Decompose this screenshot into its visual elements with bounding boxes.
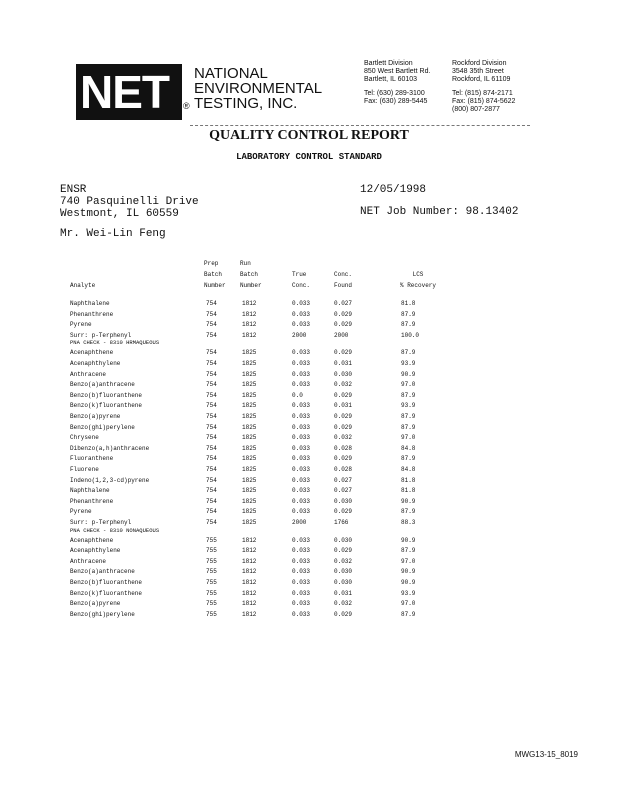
cell-true: 0.033 — [292, 557, 311, 565]
cell-analyte: Pyrene — [70, 321, 92, 329]
cell-rec: 87.9 — [401, 508, 416, 516]
cell-prep: 755 — [206, 610, 217, 618]
cell-found: 0.032 — [334, 600, 353, 608]
cell-rec: 90.9 — [401, 497, 416, 505]
contact-name: Mr. Wei-Lin Feng — [60, 228, 166, 240]
table-row — [0, 423, 618, 433]
cell-true: 2000 — [292, 331, 307, 339]
cell-run: 1812 — [242, 321, 257, 329]
table-row — [0, 433, 618, 443]
cell-analyte: Pyrene — [70, 508, 92, 516]
cell-rec: 90.9 — [401, 568, 416, 576]
cell-rec: 88.3 — [401, 519, 416, 526]
cell-rec: 90.9 — [401, 370, 416, 378]
table-row — [0, 370, 618, 380]
cell-run: 1825 — [242, 476, 257, 484]
col-run-batch: Run Batch Number — [240, 260, 262, 289]
cell-rec: 81.8 — [401, 487, 416, 495]
cell-analyte: Acenaphthene — [70, 536, 114, 544]
cell-analyte: Naphthalene — [70, 300, 110, 307]
cell-run: 1825 — [242, 413, 257, 420]
cell-found: 0.030 — [334, 579, 353, 586]
cell-true: 0.033 — [292, 579, 311, 586]
cell-run: 1825 — [242, 381, 257, 389]
cell-rec: 93.9 — [401, 360, 416, 367]
cell-prep: 754 — [206, 487, 217, 495]
section-label: PNA CHECK - 8310 NONAQUEOUS — [70, 526, 160, 534]
cell-analyte: Benzo(ghi)perylene — [70, 610, 135, 618]
cell-run: 1825 — [242, 434, 257, 442]
cell-true: 0.033 — [292, 349, 311, 357]
cell-rec: 87.9 — [401, 455, 416, 463]
cell-analyte: Anthracene — [70, 370, 107, 378]
cell-analyte: Benzo(a)anthracene — [70, 381, 135, 389]
cell-true: 0.033 — [292, 508, 311, 516]
cell-found: 0.032 — [334, 557, 353, 565]
cell-rec: 90.9 — [401, 536, 416, 544]
cell-prep: 755 — [206, 589, 217, 597]
table-row — [0, 401, 618, 411]
cell-prep: 754 — [206, 321, 217, 329]
job-number-value: 98.13402 — [465, 206, 519, 218]
cell-run: 1812 — [242, 600, 257, 608]
cell-analyte: Surr: p-Terphenyl — [70, 331, 132, 339]
cell-prep: 754 — [206, 310, 217, 318]
cell-prep: 754 — [206, 413, 217, 420]
cell-found: 0.029 — [334, 423, 353, 431]
cell-run: 1812 — [242, 579, 257, 586]
cell-true: 0.033 — [292, 310, 311, 318]
table-row — [0, 465, 618, 475]
cell-prep: 754 — [206, 300, 217, 307]
cell-run: 1812 — [242, 547, 257, 555]
cell-run: 1825 — [242, 466, 257, 473]
cell-rec: 87.9 — [401, 321, 416, 329]
table-row — [0, 380, 618, 390]
cell-rec: 87.9 — [401, 413, 416, 420]
cell-run: 1825 — [242, 349, 257, 357]
cell-rec: 87.9 — [401, 547, 416, 555]
table-row — [0, 589, 618, 599]
cell-true: 0.033 — [292, 455, 311, 463]
cell-analyte: Dibenzo(a,h)anthracene — [70, 444, 150, 452]
table-row — [0, 578, 618, 588]
cell-analyte: Benzo(a)pyrene — [70, 600, 121, 608]
organization-name: NATIONAL ENVIRONMENTAL TESTING, INC. — [194, 65, 323, 112]
cell-true: 0.033 — [292, 600, 311, 608]
cell-true: 0.033 — [292, 487, 311, 495]
cell-rec: 100.0 — [401, 331, 420, 339]
col-prep-batch: Prep Batch Number — [204, 260, 226, 289]
cell-analyte: Benzo(a)anthracene — [70, 568, 135, 576]
cell-analyte: Acenaphthylene — [70, 547, 121, 555]
cell-true: 0.033 — [292, 497, 311, 505]
cell-rec: 93.9 — [401, 402, 416, 410]
cell-rec: 87.9 — [401, 310, 416, 318]
cell-analyte: Phenanthrene — [70, 497, 114, 505]
cell-prep: 755 — [206, 557, 217, 565]
cell-run: 1825 — [242, 444, 257, 452]
cell-true: 0.0 — [292, 391, 303, 399]
cell-run: 1812 — [242, 310, 257, 318]
cell-prep: 754 — [206, 331, 217, 339]
cell-run: 1812 — [242, 589, 257, 597]
table-row — [0, 348, 618, 358]
job-number-label: NET Job Number: — [360, 206, 460, 218]
col-recovery: LCS % Recovery — [400, 271, 437, 289]
cell-true: 0.033 — [292, 413, 311, 420]
cell-found: 0.032 — [334, 434, 353, 442]
col-analyte: Analyte — [70, 282, 96, 289]
table-row — [0, 507, 618, 517]
cell-run: 1825 — [242, 370, 257, 378]
cell-run: 1812 — [242, 557, 257, 565]
cell-rec: 87.9 — [401, 423, 416, 431]
cell-prep: 755 — [206, 547, 217, 555]
table-row — [0, 557, 618, 567]
table-row — [0, 536, 618, 546]
cell-run: 1812 — [242, 300, 257, 307]
cell-analyte: Phenanthrene — [70, 310, 114, 318]
cell-found: 1766 — [334, 519, 349, 526]
cell-found: 0.030 — [334, 568, 353, 576]
cell-prep: 754 — [206, 519, 217, 526]
cell-found: 0.027 — [334, 487, 353, 495]
cell-found: 0.029 — [334, 321, 353, 329]
table-row — [0, 359, 618, 369]
cell-rec: 84.8 — [401, 444, 416, 452]
cell-rec: 97.0 — [401, 557, 416, 565]
cell-true: 0.033 — [292, 466, 311, 473]
cell-true: 0.033 — [292, 610, 311, 618]
cell-prep: 754 — [206, 444, 217, 452]
cell-prep: 754 — [206, 434, 217, 442]
cell-analyte: Benzo(k)fluoranthene — [70, 402, 143, 410]
cell-found: 0.029 — [334, 610, 353, 618]
cell-run: 1812 — [242, 331, 257, 339]
header-divider — [190, 125, 530, 127]
cell-found: 0.031 — [334, 360, 353, 367]
cell-analyte: Benzo(k)fluoranthene — [70, 589, 143, 597]
cell-prep: 754 — [206, 391, 217, 399]
cell-found: 0.030 — [334, 497, 353, 505]
cell-prep: 755 — [206, 536, 217, 544]
cell-analyte: Benzo(b)fluoranthene — [70, 579, 143, 586]
col-conc-found: Conc. Found — [334, 271, 353, 289]
cell-found: 0.030 — [334, 536, 353, 544]
cell-analyte: Chrysene — [70, 434, 99, 442]
cell-run: 1825 — [242, 487, 257, 495]
report-date: 12/05/1998 — [360, 184, 427, 196]
cell-found: 0.031 — [334, 589, 353, 597]
cell-true: 0.033 — [292, 434, 311, 442]
cell-analyte: Benzo(ghi)perylene — [70, 423, 135, 431]
cell-prep: 754 — [206, 455, 217, 463]
cell-prep: 755 — [206, 600, 217, 608]
table-row — [0, 454, 618, 464]
table-row — [0, 599, 618, 609]
cell-found: 0.027 — [334, 476, 353, 484]
cell-prep: 754 — [206, 370, 217, 378]
cell-analyte: Anthracene — [70, 557, 107, 565]
cell-found: 0.032 — [334, 381, 353, 389]
cell-run: 1812 — [242, 536, 257, 544]
cell-analyte: Acenaphthene — [70, 349, 114, 357]
cell-rec: 90.9 — [401, 579, 416, 586]
cell-found: 0.031 — [334, 402, 353, 410]
registered-mark: ® — [183, 101, 190, 111]
cell-found: 0.029 — [334, 349, 353, 357]
cell-rec: 97.0 — [401, 434, 416, 442]
section-label: PNA CHECK - 8310 HRMAQUEOUS — [70, 339, 160, 347]
rockford-division-address: Rockford Division 3548 35th Street Rockford, IL 61109 Tel: (815) 874-2171 Fax: (815) 874-5622 (800) 807-2877 — [452, 60, 516, 113]
cell-run: 1825 — [242, 360, 257, 367]
cell-rec: 81.8 — [401, 476, 416, 484]
cell-true: 0.033 — [292, 360, 311, 367]
cell-rec: 87.9 — [401, 610, 416, 618]
cell-run: 1812 — [242, 610, 257, 618]
cell-rec: 87.9 — [401, 391, 416, 399]
cell-rec: 97.0 — [401, 600, 416, 608]
cell-prep: 754 — [206, 402, 217, 410]
cell-found: 0.029 — [334, 310, 353, 318]
cell-true: 2000 — [292, 519, 307, 526]
report-title: QUALITY CONTROL REPORT — [209, 128, 409, 143]
cell-prep: 754 — [206, 508, 217, 516]
cell-analyte: Benzo(b)fluoranthene — [70, 391, 143, 399]
cell-true: 0.033 — [292, 568, 311, 576]
table-row — [0, 310, 618, 320]
cell-found: 0.029 — [334, 508, 353, 516]
table-row — [0, 610, 618, 620]
cell-prep: 754 — [206, 423, 217, 431]
cell-prep: 755 — [206, 579, 217, 586]
cell-run: 1825 — [242, 391, 257, 399]
table-row — [0, 391, 618, 401]
table-row — [0, 320, 618, 330]
col-true-conc: True Conc. — [292, 271, 311, 289]
cell-true: 0.033 — [292, 370, 311, 378]
cell-analyte: Fluorene — [70, 466, 99, 473]
cell-prep: 755 — [206, 568, 217, 576]
cell-found: 0.028 — [334, 466, 353, 473]
document-code: MWG13-15_8019 — [514, 750, 578, 759]
cell-true: 0.033 — [292, 536, 311, 544]
cell-run: 1825 — [242, 508, 257, 516]
cell-found: 0.029 — [334, 455, 353, 463]
cell-found: 0.028 — [334, 444, 353, 452]
bartlett-division-address: Bartlett Division 850 West Bartlett Rd. Bartlett, IL 60103 Tel: (630) 289-3100 Fax: (630) 289-5445 — [364, 60, 431, 105]
cell-prep: 754 — [206, 497, 217, 505]
cell-run: 1812 — [242, 568, 257, 576]
table-row — [0, 546, 618, 556]
table-row — [0, 444, 618, 454]
report-subtitle: LABORATORY CONTROL STANDARD — [236, 152, 382, 162]
cell-found: 2000 — [334, 331, 349, 339]
net-logo-text: NET — [80, 66, 169, 118]
table-row — [0, 497, 618, 507]
cell-true: 0.033 — [292, 300, 311, 307]
table-row — [0, 476, 618, 486]
cell-prep: 754 — [206, 476, 217, 484]
cell-analyte: Indeno(1,2,3-cd)pyrene — [70, 476, 150, 484]
cell-analyte: Naphthalene — [70, 487, 110, 495]
cell-found: 0.029 — [334, 547, 353, 555]
table-row — [0, 567, 618, 577]
cell-found: 0.029 — [334, 391, 353, 399]
cell-run: 1825 — [242, 423, 257, 431]
cell-rec: 93.9 — [401, 589, 416, 597]
cell-true: 0.033 — [292, 321, 311, 329]
cell-rec: 97.0 — [401, 381, 416, 389]
cell-found: 0.029 — [334, 413, 353, 420]
cell-true: 0.033 — [292, 444, 311, 452]
cell-run: 1825 — [242, 402, 257, 410]
cell-true: 0.033 — [292, 381, 311, 389]
cell-prep: 754 — [206, 466, 217, 473]
cell-found: 0.030 — [334, 370, 353, 378]
table-row — [0, 412, 618, 422]
cell-run: 1825 — [242, 497, 257, 505]
cell-analyte: Surr: p-Terphenyl — [70, 519, 132, 526]
cell-true: 0.033 — [292, 402, 311, 410]
table-row — [0, 299, 618, 309]
table-row — [0, 486, 618, 496]
cell-rec: 87.9 — [401, 349, 416, 357]
cell-prep: 754 — [206, 381, 217, 389]
cell-rec: 81.8 — [401, 300, 416, 307]
cell-rec: 84.8 — [401, 466, 416, 473]
client-address: ENSR 740 Pasquinelli Drive Westmont, IL 60559 — [60, 184, 199, 220]
cell-true: 0.033 — [292, 589, 311, 597]
cell-run: 1825 — [242, 455, 257, 463]
job-number — [360, 206, 518, 218]
cell-true: 0.033 — [292, 476, 311, 484]
cell-true: 0.033 — [292, 423, 311, 431]
cell-true: 0.033 — [292, 547, 311, 555]
cell-found: 0.027 — [334, 300, 353, 307]
cell-prep: 754 — [206, 360, 217, 367]
cell-analyte: Acenaphthylene — [70, 360, 121, 367]
cell-run: 1825 — [242, 519, 257, 526]
cell-prep: 754 — [206, 349, 217, 357]
cell-analyte: Fluoranthene — [70, 455, 114, 463]
cell-analyte: Benzo(a)pyrene — [70, 413, 121, 420]
